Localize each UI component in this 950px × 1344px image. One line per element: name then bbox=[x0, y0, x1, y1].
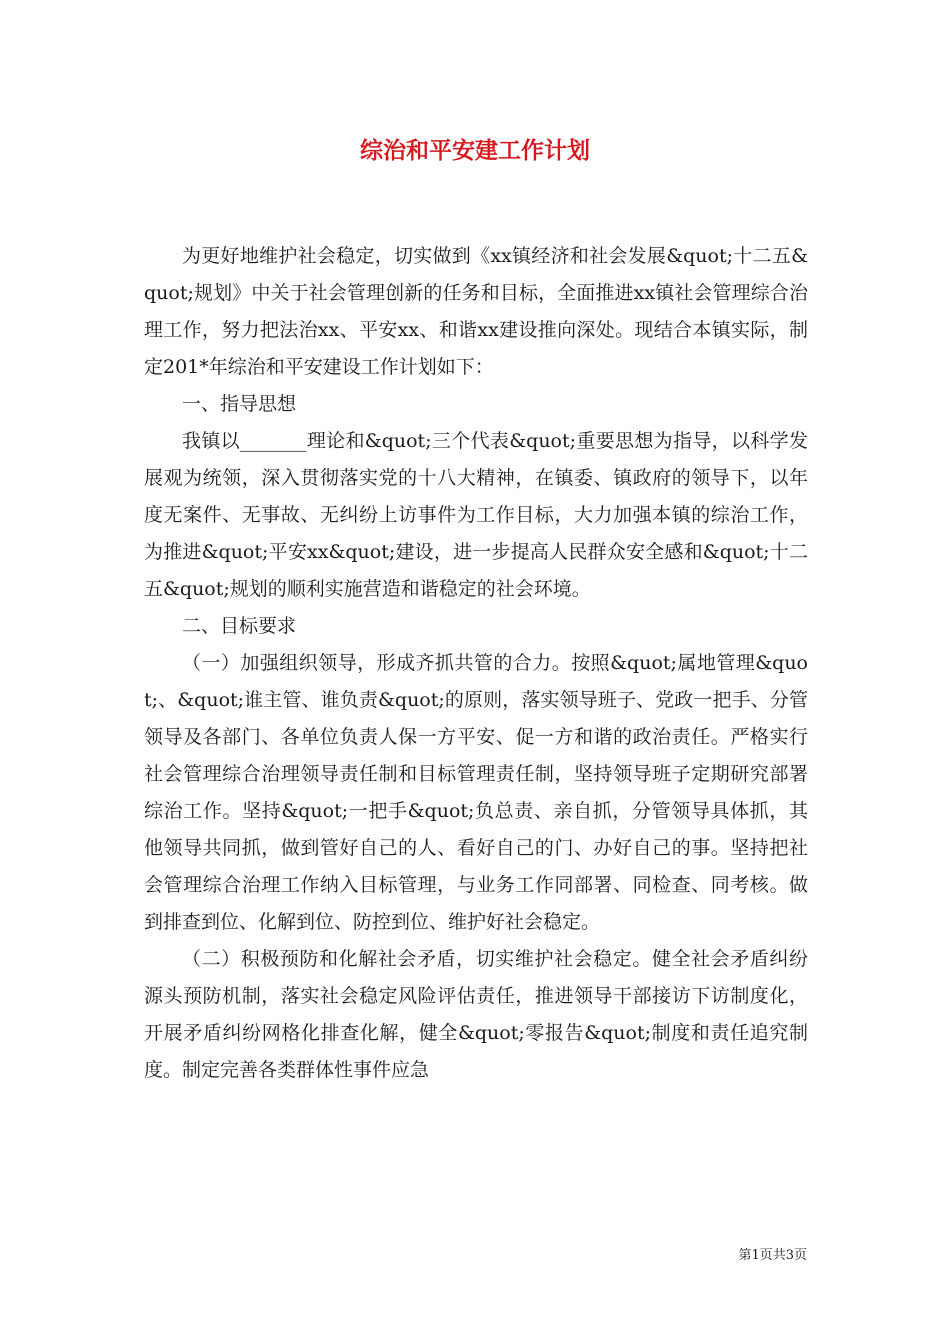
section-heading-goals: 二、目标要求 bbox=[182, 615, 297, 637]
document-title: 综治和平安建工作计划 bbox=[360, 137, 590, 164]
guiding-ideology-paragraph: 我镇以_______理论和&quot;三个代表&quot;重要思想为指导，以科学发展观为统领，深入贯彻落实党的十八大精神，在镇委、镇政府的领导下，以年度无案件、无事故、无纠纷上访事件为工作目标，大力加强本镇的综治工作，为推进&quot;平安xx&quot;建设，进一步提高人民群众安全感和&quot;十二五&quot;规划的顺利实施营造和谐稳定的社会环境。 bbox=[144, 430, 808, 600]
page-number-footer: 第1页共3页 bbox=[738, 1248, 807, 1263]
section-heading-guiding-ideology: 一、指导思想 bbox=[182, 393, 297, 415]
goals-item-1-paragraph: （一）加强组织领导，形成齐抓共管的合力。按照&quot;属地管理&quot;、&quot;谁主管、谁负责&quot;的原则，落实领导班子、党政一把手、分管领导及各部门、各单位负责人保一方平安、促一方和谐的政治责任。严格实行社会管理综合治理领导责任制和目标管理责任制，坚持领导班子定期研究部署综治工作。坚持&quot;一把手&quot;负总责、亲自抓，分管领导具体抓，其他领导共同抓，做到管好自己的人、看好自己的门、办好自己的事。坚持把社会管理综合治理工作纳入目标管理，与业务工作同部署、同检查、同考核。做到排查到位、化解到位、防控到位、维护好社会稳定。 bbox=[144, 652, 808, 933]
goals-item-2-paragraph: （二）积极预防和化解社会矛盾，切实维护社会稳定。健全社会矛盾纠纷源头预防机制，落实社会稳定风险评估责任，推进领导干部接访下访制度化，开展矛盾纠纷网格化排查化解，健全&quot;零报告&quot;制度和责任追究制度。制定完善各类群体性事件应急 bbox=[144, 948, 808, 1081]
intro-paragraph: 为更好地维护社会稳定，切实做到《xx镇经济和社会发展&quot;十二五&quot;规划》中关于社会管理创新的任务和目标，全面推进xx镇社会管理综合治理工作，努力把法治xx、平安xx、和谐xx建设推向深处。现结合本镇实际，制定201*年综治和平安建设工作计划如下： bbox=[144, 245, 808, 378]
document-body bbox=[144, 238, 808, 1089]
